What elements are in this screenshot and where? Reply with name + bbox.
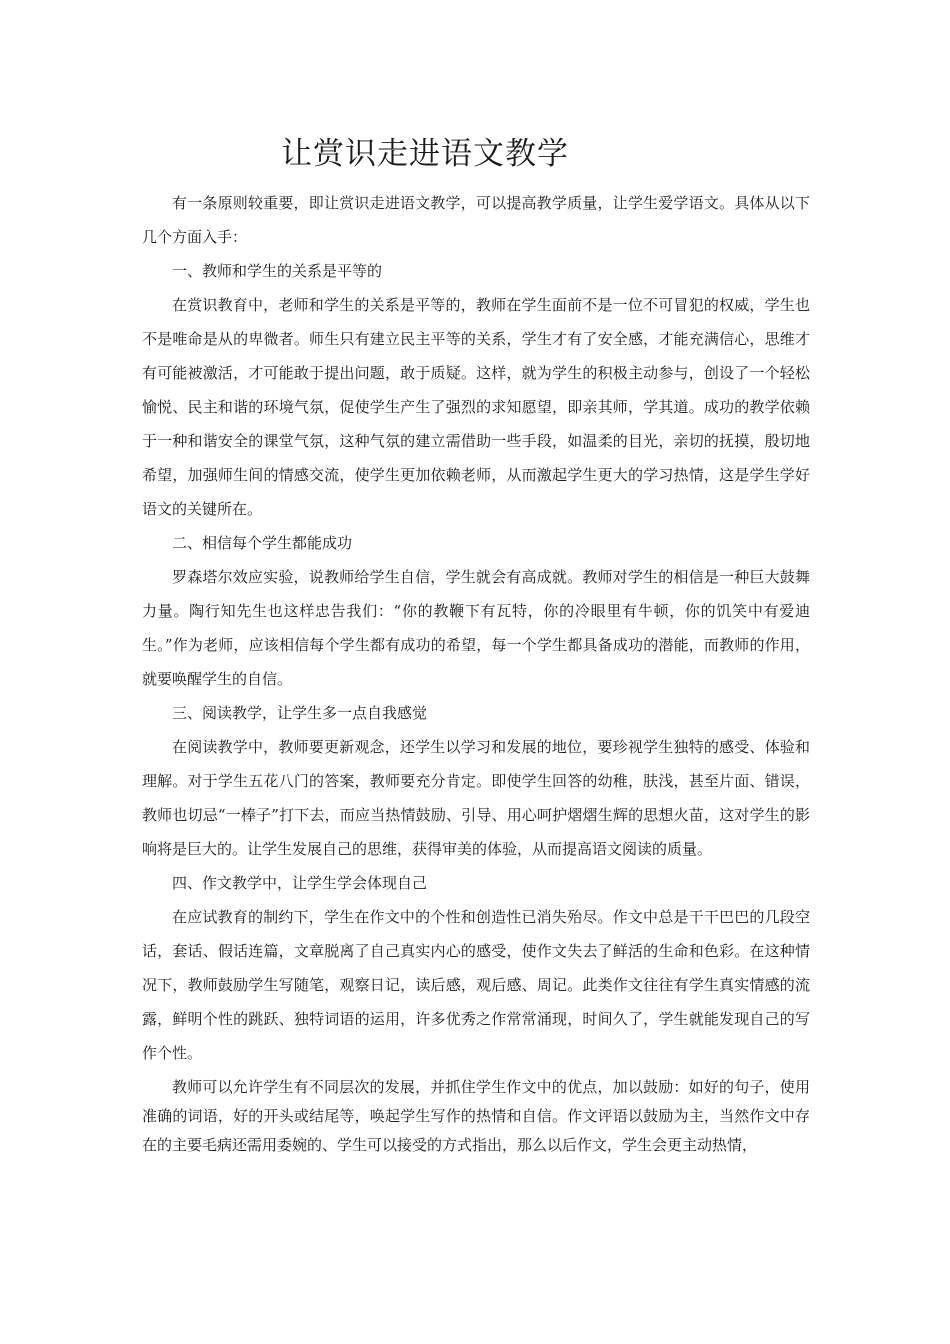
document-body: [142, 186, 810, 1160]
intro-paragraph: 有一条原则较重要，即让赏识走进语文教学，可以提高教学质量，让学生爱学语文。具体从以下几个方面入手：: [142, 194, 810, 246]
section-paragraph-2: 罗森塔尔效应实验，说教师给学生自信，学生就会有高成就。教师对学生的相信是一种巨大鼓舞力量。陶行知先生也这样忠告我们：“你的教鞭下有瓦特，你的冷眼里有牛顿，你的饥笑中有爱迪生。”作为老师，应该相信每个学生都有成功的希望，每一个学生都具备成功的潜能，而教师的作用，就要唤醒学生的自信。: [142, 568, 810, 688]
document-title: 让赏识走进语文教学: [281, 136, 569, 172]
section-heading-3: 三、阅读教学，让学生多一点自我感觉: [172, 704, 428, 722]
section-paragraph-5: 教师可以允许学生有不同层次的发展，并抓住学生作文中的优点，加以鼓励：如好的句子，使用准确的词语，好的开头或结尾等，唤起学生写作的热情和自信。作文评语以鼓励为主，当然作文中存在的主要毛病还需用委婉的、学生可以接受的方式指出，那么以后作文，学生会更主动热情，: [142, 1078, 810, 1154]
section-paragraph-1: 在赏识教育中，老师和学生的关系是平等的，教师在学生面前不是一位不可冒犯的权威，学生也不是唯命是从的卑微者。师生只有建立民主平等的关系，学生才有了安全感，才能充满信心，思维才有可能被激活，才可能敢于提出问题，敢于质疑。这样，就为学生的积极主动参与，创设了一个轻松愉悦、民主和谐的环境气氛，促使学生产生了强烈的求知愿望，即亲其师，学其道。成功的教学依赖于一种和谐安全的课堂气氛，这种气氛的建立需借助一些手段，如温柔的目光，亲切的抚摸，殷切地希望，加强师生间的情感交流，使学生更加依赖老师，从而激起学生更大的学习热情，这是学生学好语文的关键所在。: [142, 296, 810, 518]
section-paragraph-4: 在应试教育的制约下，学生在作文中的个性和创造性已消失殆尽。作文中总是干干巴巴的几段空话，套话、假话连篇，文章脱离了自己真实内心的感受，使作文失去了鲜活的生命和色彩。在这种情况下，教师鼓励学生写随笔，观察日记，读后感，观后感、周记。此类作文往往有学生真实情感的流露，鲜明个性的跳跃、独特词语的运用，许多优秀之作常常涌现，时间久了，学生就能发现自己的写作个性。: [142, 908, 810, 1062]
section-paragraph-3: 在阅读教学中，教师要更新观念，还学生以学习和发展的地位，要珍视学生独特的感受、体验和理解。对于学生五花八门的答案，教师要充分肯定。即使学生回答的幼稚，肤浅，甚至片面、错误，教师也切忌“一棒子”打下去，而应当热情鼓励、引导、用心呵护熠熠生辉的思想火苗，这对学生的影响将是巨大的。让学生发展自己的思维，获得审美的体验，从而提高语文阅读的质量。: [142, 738, 810, 858]
section-heading-4: 四、作文教学中，让学生学会体现自己: [172, 874, 428, 892]
section-heading-2: 二、相信每个学生都能成功: [172, 534, 353, 552]
section-heading-1: 一、教师和学生的关系是平等的: [172, 262, 383, 280]
